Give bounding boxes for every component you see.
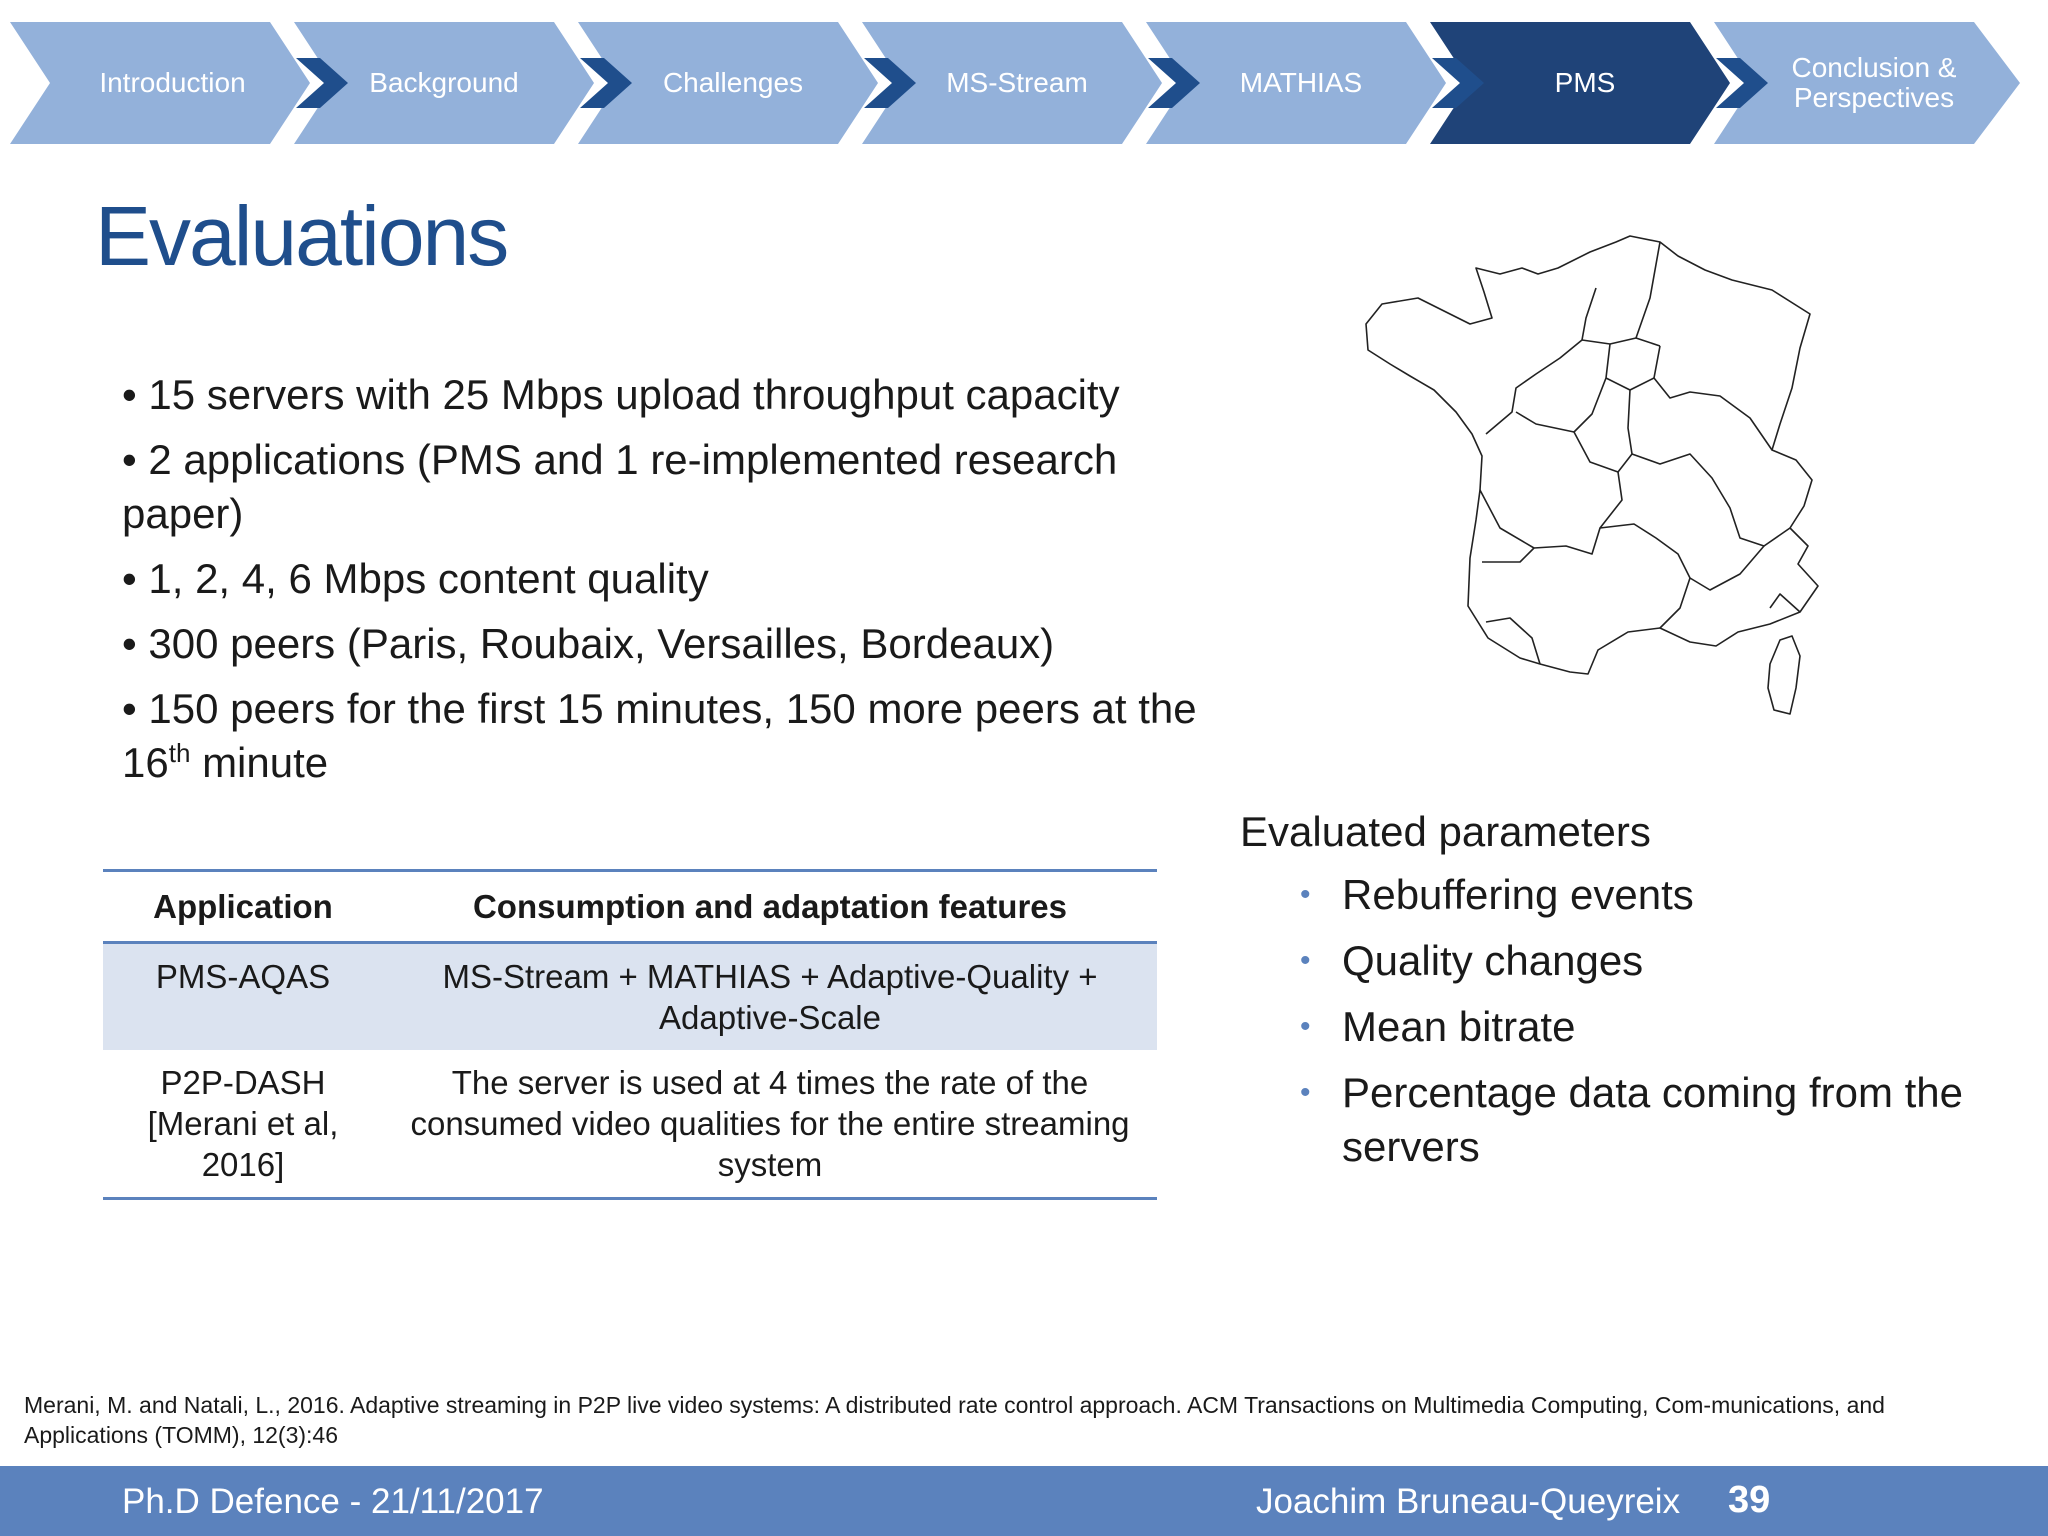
slide-footer: [0, 1466, 2048, 1536]
table-header-row: [103, 871, 1157, 943]
nav-step-label: MS-Stream: [946, 67, 1088, 98]
table-cell-app: P2P-DASH [Merani et al, 2016]: [103, 1050, 383, 1199]
chevron-separator-icons: [0, 0, 2048, 150]
list-item: [1300, 1066, 2000, 1174]
nav-step-label: MATHIAS: [1239, 67, 1363, 98]
applications-table: [103, 869, 1157, 1200]
bullet-list: [122, 368, 1232, 801]
table-header-cell: Application: [103, 871, 383, 943]
france-regions-map-icon: [1360, 228, 1840, 728]
table-cell-features: MS-Stream + MATHIAS + Adaptive-Quality + Adaptive-Scale: [383, 943, 1157, 1051]
bullet-item: • 15 servers with 25 Mbps upload throughput capacity: [122, 371, 1120, 418]
list-item: [1300, 1000, 2000, 1054]
bullet-item: • 2 applications (PMS and 1 re-implemented research paper): [122, 436, 1118, 537]
evaluated-parameters-heading: Evaluated parameters: [1240, 808, 1651, 855]
bullet-dot: •: [1300, 878, 1311, 911]
bullet-dot: •: [1300, 1076, 1311, 1109]
nav-label-line: Perspectives: [1793, 82, 1955, 113]
bullet-item: • 1, 2, 4, 6 Mbps content quality: [122, 555, 709, 602]
bullet-text: minute: [190, 739, 329, 786]
parameter-text: Rebuffering events: [1342, 871, 1694, 918]
nav-step-label: PMS: [1554, 67, 1616, 98]
list-item: [1300, 934, 2000, 988]
nav-label-line: Conclusion &: [1791, 52, 1957, 83]
bullet-item: [122, 682, 1232, 790]
nav-step-label: Challenges: [662, 67, 804, 98]
nav-step-label: Introduction: [99, 67, 246, 98]
table-cell-features: The server is used at 4 times the rate of the consumed video qualities for the entire streaming system: [383, 1050, 1157, 1199]
list-item: [1300, 868, 2000, 922]
table-header-cell: Consumption and adaptation features: [383, 871, 1157, 943]
bullet-dot: •: [1300, 944, 1311, 977]
bullet-text: • 150 peers for the first 15 minutes, 150 more peers at the 16: [122, 685, 1197, 786]
footer-author: Joachim Bruneau-Queyreix: [1256, 1482, 1681, 1521]
bullet-superscript: th: [168, 738, 191, 768]
footer-event-date: Ph.D Defence - 21/11/2017: [122, 1482, 544, 1521]
section-progress-nav: [0, 0, 2048, 150]
table-row: [103, 943, 1157, 1051]
table-row: [103, 1050, 1157, 1199]
citation-reference: Merani, M. and Natali, L., 2016. Adaptive streaming in P2P live video systems: A distributed rate control approach. ACM Transactions on Multimedia Computing, Com-munications, and Applications (TOMM), 12(3):46: [24, 1392, 1885, 1448]
bullet-item: • 300 peers (Paris, Roubaix, Versailles, Bordeaux): [122, 620, 1055, 667]
bullet-dot: •: [1300, 1010, 1311, 1043]
slide-number: 39: [1728, 1479, 1771, 1521]
table-cell-app: PMS-AQAS: [103, 943, 383, 1051]
slide-title: Evaluations: [95, 189, 508, 283]
parameter-text: Percentage data coming from the servers: [1342, 1069, 1964, 1170]
nav-step-label: Background: [369, 67, 519, 98]
parameter-text: Mean bitrate: [1342, 1003, 1576, 1050]
parameter-text: Quality changes: [1342, 937, 1644, 984]
parameters-list: [1300, 868, 2000, 1186]
